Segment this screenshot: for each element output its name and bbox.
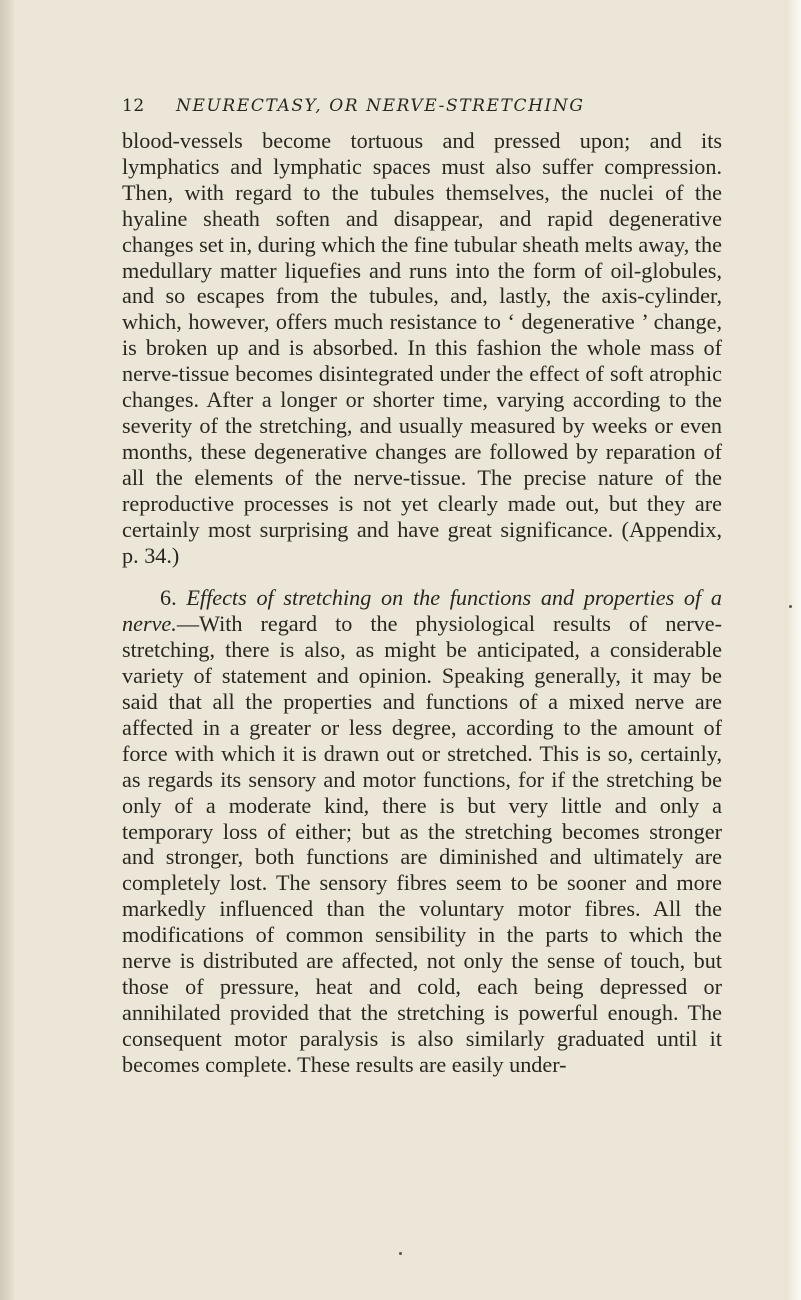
page-edge-highlight <box>785 0 801 1300</box>
body-text <box>122 128 722 1078</box>
page-header <box>122 96 722 128</box>
paragraph-continuation: blood-vessels become tortuous and pressed upon; and its lymphatics and lymphatic spaces must also suffer compression. Then, with regard to the tubules themselves, the nuclei of the hyaline sheath soften and disappear, and rapid degenerative changes set in, during which the fine tubular sheath melts away, the medullary matter liquefies and runs into the form of oil-globules, and so escapes from the tubules, and, lastly, the axis-cylinder, which, however, offers much resistance to ‘ degenerative ’ change, is broken up and is absorbed. In this fashion the whole mass of nerve-tissue becomes disintegrated under the effect of soft atrophic changes. After a longer or shorter time, varying according to the severity of the stretching, and usually measured by weeks or even months, these degenerative changes are followed by reparation of all the elements of the nerve-tissue. The precise nature of the reproductive processes is not yet clearly made out, but they are certainly most surprising and have great significance. (Appendix, p. 34.) <box>122 128 722 568</box>
section-text: —With regard to the physiological results of nerve-stretching, there is also, as might be anticipated, a considerable variety of statement and opinion. Speaking generally, it may be said that all the properties and functions of a mixed nerve are affected in a greater or less degree, according to the amount of force with which it is drawn out or stretched. This is so, certainly, as regards its sensory and motor functions, for if the stretching be only of a moderate kind, there is but very little and only a temporary loss of either; but as the stretching becomes stronger and stronger, both functions are diminished and ultimately are completely lost. The sensory fibres seem to be sooner and more markedly influenced than the voluntary motor fibres. All the modifications of common sensibility in the parts to which the nerve is distributed are affected, not only the sense of touch, but those of pressure, heat and cold, each being depressed or annihilated provided that the stretching is powerful enough. The consequent motor paralysis is also similarly graduated until it becomes complete. These results are easily under- <box>122 611 722 1077</box>
print-speck <box>789 605 792 608</box>
print-speck <box>399 1252 402 1255</box>
section-number: 6. <box>160 585 177 611</box>
running-head: NEURECTASY, OR NERVE-STRETCHING <box>176 96 585 116</box>
section-heading: Effects of stretching on the functions and properties of a nerve. <box>122 585 722 637</box>
page-number: 12 <box>122 96 145 116</box>
page-gutter-shadow <box>0 0 14 1300</box>
paragraph-spacing <box>122 568 722 585</box>
section-6-paragraph <box>122 585 722 1077</box>
